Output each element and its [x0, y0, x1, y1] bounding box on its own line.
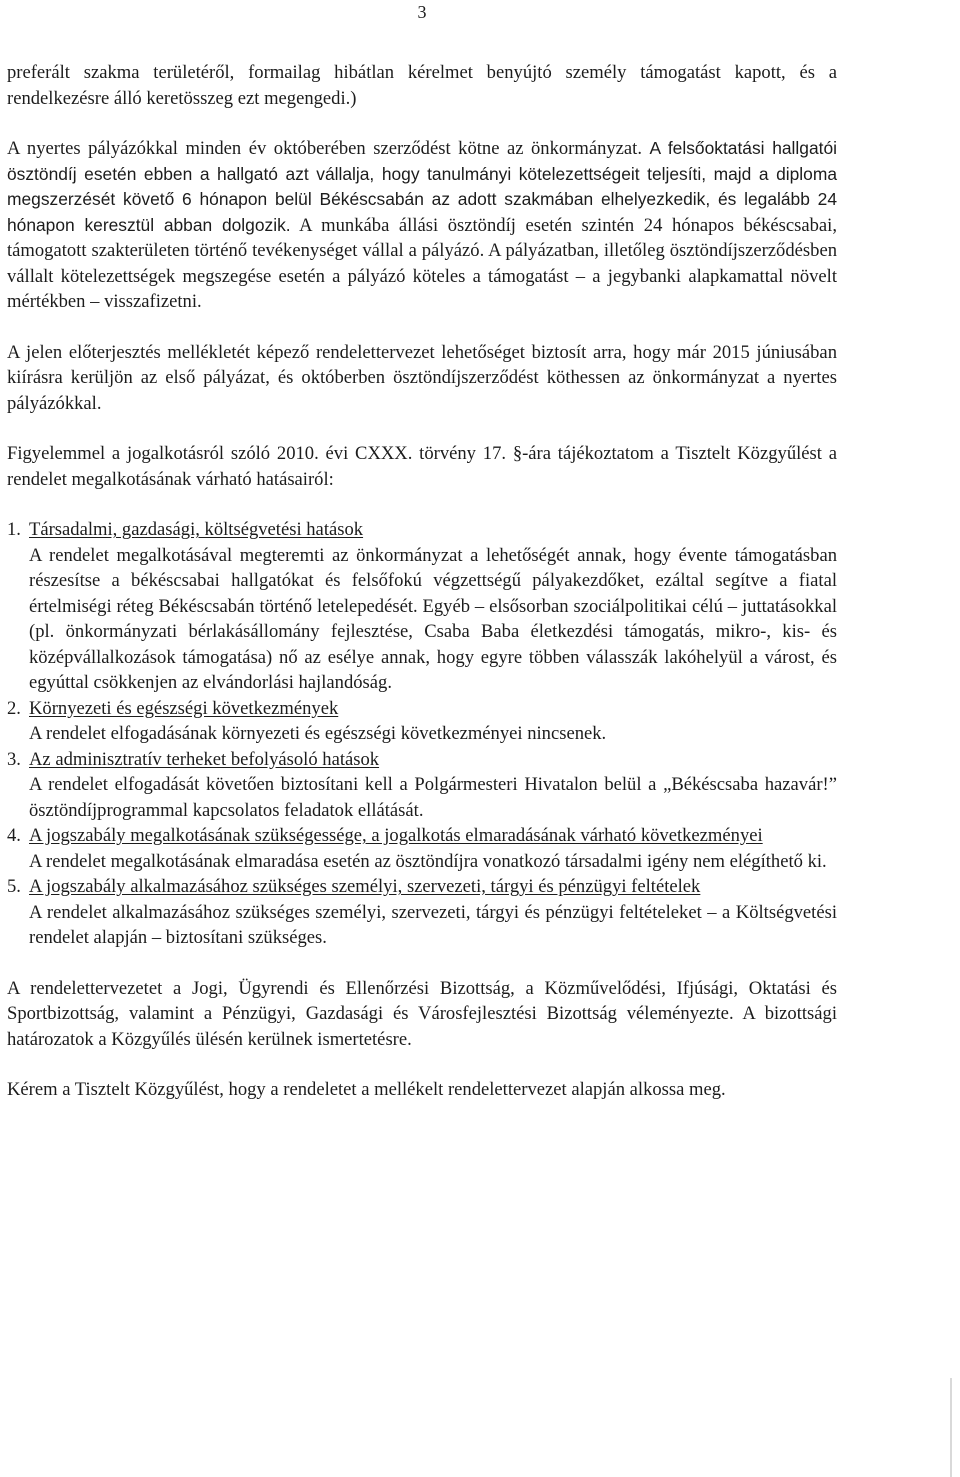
- document-body: [7, 60, 837, 1103]
- list-item-heading: A jogszabály megalkotásának szükségessége, a jogalkotás elmaradásának várható következményei: [29, 825, 763, 846]
- paragraph-impact-intro: Figyelemmel a jogalkotásról szóló 2010. évi CXXX. törvény 17. §-ára tájékoztatom a Tisztelt Közgyűlést a rendelet megalkotásának várható hatásairól:: [7, 443, 837, 490]
- list-item: [7, 517, 837, 696]
- paragraph-continuation: preferált szakma területéről, formailag hibátlan kérelmet benyújtó személy támogatást kapott, és a rendelkezésre álló keretösszeg ezt megengedi.): [7, 62, 837, 109]
- paragraph-contract-higher-ed: A felsőoktatási hallgatói ösztöndíj esetén ebben a hallgató azt vállalja, hogy tanulmányi kötelezettségeit teljesíti, majd a diploma megszerzését követő 6 hónapon belül Békéscsabán az adott szakmában elhelyezkedik, és legalább 24 hónapon keresztül abban dolgozik.: [7, 138, 837, 235]
- list-item-heading: Társadalmi, gazdasági, költségvetési hatások: [29, 519, 364, 540]
- list-item-number: 4.: [7, 825, 21, 846]
- paragraph-contract-employment: A munkába állási ösztöndíj esetén szintén 24 hónapos békéscsabai, támogatott szakterületen történő tevékenységet vállal a pályázó. A pályázatban, illetőleg ösztöndíjszerződésben vállalt kötelezettségek megszegése esetén a pályázó köteles a támogatást – a jegybanki alapkamattal növelt mértékben – visszafizetni.: [7, 214, 837, 312]
- list-item-body: A rendelet megalkotásával megteremti az önkormányzat a lehetőségét annak, hogy évente támogatásban részesítse a békéscsabai hallgatókat és felsőfokú végzettségű pályakezdőket, ezáltal segítve a fiatal értelmiségi réteg Békéscsabán történő letelepedését. Egyéb – elsősorban szociálpolitikai célú – juttatásokkal (pl. önkormányzati bérlakásállomány fejlesztése, Csaba Baba életkezdési támogatás, mikro-, kis- és középvállalkozások támogatása) nő az esélye annak, hogy egyre többen válasszák lakóhelyül a várost, és egyúttal csökkenjen az elvándorlási hajlandóság.: [29, 544, 837, 693]
- list-item-body: A rendelet megalkotásának elmaradása esetén az ösztöndíjra vonatkozó társadalmi igény nem elégíthető ki.: [29, 850, 827, 872]
- list-item: [7, 747, 837, 824]
- list-item-number: 1.: [7, 519, 21, 540]
- page-number: 3: [417, 2, 427, 22]
- list-item-number: 2.: [7, 697, 21, 719]
- paragraph-contract-intro: A nyertes pályázókkal minden év októberében szerződést kötne az önkormányzat.: [7, 138, 650, 159]
- list-item: [7, 874, 837, 951]
- paragraph-committees: A rendelettervezetet a Jogi, Ügyrendi és Ellenőrzési Bizottság, a Közművelődési, Ifjúsági, Oktatási és Sportbizottság, valamint a Pénzügyi, Gazdasági és Városfejlesztési Bizottság véleményezte. A bizottsági határozatok a Közgyűlés ülésén kerülnek ismertetésre.: [7, 977, 837, 1050]
- list-item-body: A rendelet elfogadásának környezeti és egészségi következményei nincsenek.: [29, 723, 607, 744]
- list-item: [7, 696, 837, 747]
- list-item-heading: Környezeti és egészségi következmények: [29, 697, 339, 719]
- paragraph-request: Kérem a Tisztelt Közgyűlést, hogy a rendeletet a mellékelt rendelettervezet alapján alkossa meg.: [7, 1079, 726, 1100]
- scan-edge-mark: [950, 1378, 952, 1477]
- list-item-heading: Az adminisztratív terheket befolyásoló hatások: [29, 748, 380, 770]
- paragraph-contract: [7, 136, 837, 315]
- list-item-body: A rendelet elfogadását követően biztosítani kell a Polgármesteri Hivatalon belül a „Békéscsaba hazavár!” ösztöndíjprogrammal kapcsolatos feladatok ellátását.: [29, 774, 837, 821]
- list-item-heading: A jogszabály alkalmazásához szükséges személyi, szervezeti, tárgyi és pénzügyi feltételek: [29, 876, 701, 897]
- paragraph-draft-regulation: A jelen előterjesztés mellékletét képező rendelettervezet lehetőséget biztosít arra, hogy már 2015 júniusában kiírásra kerüljön az első pályázat, és októberben ösztöndíjszerződést köthessen az önkormányzat a nyertes pályázókkal.: [7, 341, 837, 414]
- list-item-number: 3.: [7, 748, 21, 770]
- impact-list: [7, 517, 837, 951]
- list-item-body: A rendelet alkalmazásához szükséges személyi, szervezeti, tárgyi és pénzügyi feltételeket – a Költségvetési rendelet alapján – biztosítani szükséges.: [29, 901, 837, 948]
- list-item-number: 5.: [7, 876, 21, 897]
- list-item: [7, 823, 837, 874]
